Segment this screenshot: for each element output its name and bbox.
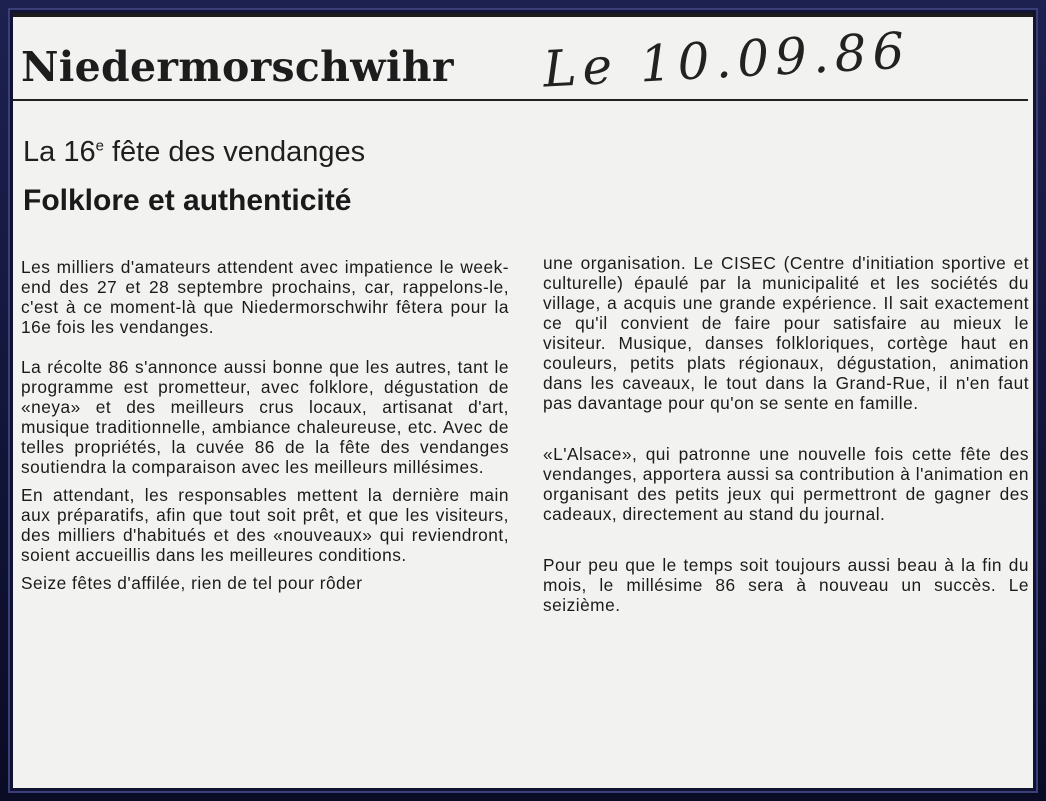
handwritten-date: Le 10.09.86 <box>541 21 912 99</box>
paragraph: En attendant, les responsables mettent la dernière main aux préparatifs, afin que tout soit prêt, et que les visiteurs, des milliers d'habitués et des «nouveaux» qui reviendront, soient accueillis dans les meilleures conditions. <box>21 485 509 565</box>
article-right-column <box>543 253 1029 615</box>
headline-suffix: fête des vendanges <box>103 136 366 168</box>
paragraph: «L'Alsace», qui patronne une nouvelle fois cette fête des vendanges, apportera aussi sa contribution à l'animation en organisant des petits jeux qui permettront de gagner des cadeaux, directement au stand du journal. <box>543 444 1029 524</box>
paragraph: Pour peu que le temps soit toujours aussi beau à la fin du mois, le millésime 86 sera à nouveau un succès. Le seizième. <box>543 555 1029 615</box>
top-rule <box>13 13 1033 17</box>
masthead-rule <box>13 99 1028 101</box>
paragraph: Seize fêtes d'affilée, rien de tel pour rôder <box>21 573 363 593</box>
headline-prefix: La 16 <box>23 136 96 168</box>
newspaper-clipping <box>13 13 1033 788</box>
masthead-town-name: Niedermorschwihr <box>21 43 454 91</box>
article-left-column <box>21 257 509 593</box>
paragraph: Les milliers d'amateurs attendent avec impatience le week-end des 27 et 28 septembre prochains, car, rappelons-le, c'est à ce moment-là que Niedermorschwihr fêtera pour la 16e fois les vendanges. <box>21 257 509 337</box>
headline <box>23 136 365 169</box>
paragraph: une organisation. Le CISEC (Centre d'initiation sportive et culturelle) épaulé par la municipalité et les sociétés du village, a acquis une grande expérience. Il sait exactement ce qu'il convient de faire pour satisfaire au mieux le visiteur. Musique, danses folkloriques, cortège haut en couleurs, petits plats régionaux, dégustation, animation dans les caveaux, le tout dans la Grand-Rue, il n'en faut pas davantage pour qu'on se sente en famille. <box>543 253 1029 413</box>
paragraph: La récolte 86 s'annonce aussi bonne que les autres, tant le programme est prometteur, avec folklore, dégustation de «neya» et des meilleurs crus locaux, artisanat d'art, musique traditionnelle, ambiance chaleureuse, etc. Avec de telles propriétés, la cuvée 86 de la fête des vendanges soutiendra la comparaison avec les meilleurs millésimes. <box>21 357 509 477</box>
subheadline: Folklore et authenticité <box>23 184 352 217</box>
headline-superscript: e <box>95 137 104 155</box>
